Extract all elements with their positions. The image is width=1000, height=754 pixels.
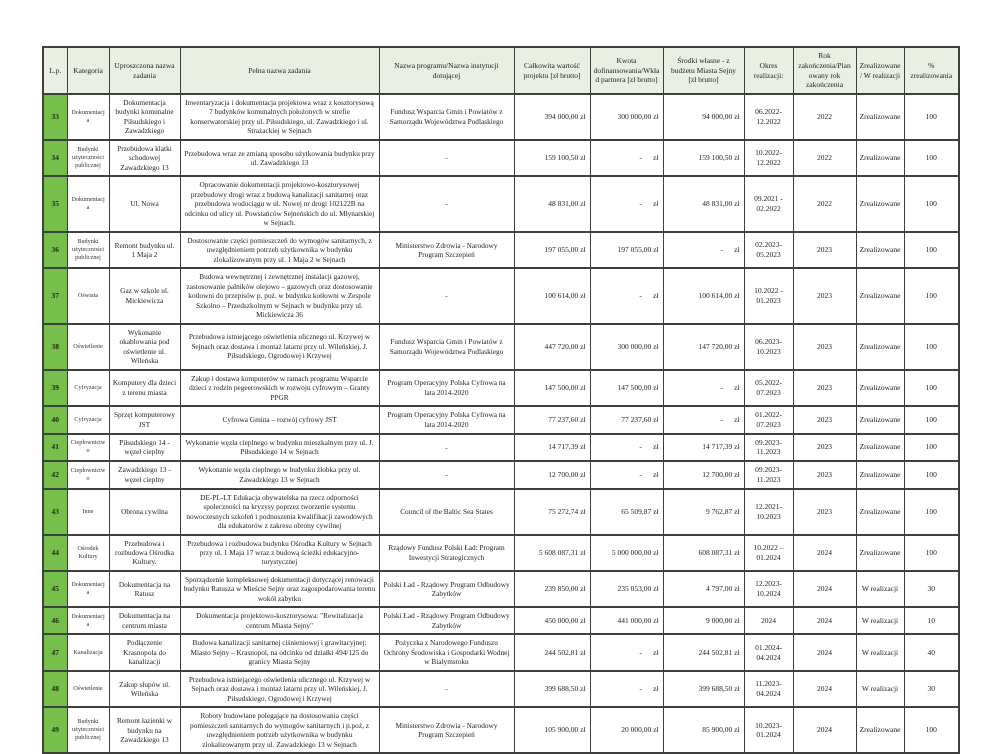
- short-name-cell: Remont łazienki w budynku na Zawadzkiego 13: [109, 707, 180, 753]
- short-name-cell: Przebudowa klatki schodowej Zawadzkiego 13: [109, 140, 180, 176]
- short-name-cell: Sprzęt komputerowy JST: [109, 406, 180, 434]
- percent-cell: 100: [904, 707, 959, 753]
- category-cell: Cyfryzacja: [67, 406, 109, 434]
- full-name-cell: Wykonanie węzła cieplnego w budynku mieszkalnym przy ul. J. Piłsudskiego 14 w Sejnach: [180, 434, 379, 462]
- row-number-cell: 45: [43, 571, 67, 607]
- program-cell: Rządowy Fundusz Polski Ład: Program Inwestycji Strategicznych: [379, 535, 514, 571]
- table-row: [43, 535, 959, 571]
- status-cell: Zrealizowane: [856, 176, 904, 231]
- row-number-cell: 44: [43, 535, 67, 571]
- status-cell: W realizacji: [856, 634, 904, 670]
- short-name-cell: Piłsudskiego 14 - węzeł cieplny: [109, 434, 180, 462]
- total-value-cell: 394 000,00 zł: [514, 94, 590, 140]
- funding-cell: 300 000,00 zł: [590, 94, 663, 140]
- funding-cell: - zł: [590, 461, 663, 489]
- table-row: [43, 634, 959, 670]
- table-body: [43, 94, 959, 753]
- status-cell: Zrealizowane: [856, 434, 904, 462]
- category-cell: Dokumentacja: [67, 607, 109, 634]
- end-year-cell: 2023: [793, 406, 856, 434]
- funding-cell: 147 500,00 zł: [590, 370, 663, 406]
- total-value-cell: 159 100,50 zł: [514, 140, 590, 176]
- funding-cell: 441 000,00 zł: [590, 607, 663, 634]
- funding-cell: - zł: [590, 140, 663, 176]
- funding-cell: - zł: [590, 176, 663, 231]
- row-number-cell: 38: [43, 324, 67, 370]
- row-number-cell: 47: [43, 634, 67, 670]
- short-name-cell: Dokumentacja na centrum miasta: [109, 607, 180, 634]
- total-value-cell: 197 055,00 zł: [514, 232, 590, 268]
- category-cell: Oświetlenie: [67, 671, 109, 707]
- own-funds-cell: 399 688,50 zł: [663, 671, 744, 707]
- short-name-cell: Wykonanie okablowania pod oświetlenie ul. Wileńska: [109, 324, 180, 370]
- column-header-program: Nazwa programu/Nazwa instytucji dotującej: [379, 47, 514, 94]
- end-year-cell: 2023: [793, 268, 856, 323]
- program-cell: Program Operacyjny Polska Cyfrowa na lata 2014-2020: [379, 406, 514, 434]
- column-header-category: Kategoria: [67, 47, 109, 94]
- row-number-cell: 33: [43, 94, 67, 140]
- table-row: [43, 140, 959, 176]
- total-value-cell: 14 717,39 zł: [514, 434, 590, 462]
- own-funds-cell: 85 900,00 zł: [663, 707, 744, 753]
- status-cell: W realizacji: [856, 571, 904, 607]
- end-year-cell: 2024: [793, 535, 856, 571]
- category-cell: Dokumentacja: [67, 176, 109, 231]
- table-row: [43, 232, 959, 268]
- period-cell: 10.2023-01.2024: [744, 707, 793, 753]
- period-cell: 01.2024-04.2024: [744, 634, 793, 670]
- end-year-cell: 2024: [793, 607, 856, 634]
- short-name-cell: Ul. Nowa: [109, 176, 180, 231]
- funding-cell: 20 000,00 zł: [590, 707, 663, 753]
- projects-table: [42, 46, 960, 754]
- percent-cell: 100: [904, 232, 959, 268]
- full-name-cell: Budowa kanalizacji sanitarnej ciśnieniowej i grawitacyjnej: Miasto Sejny – Krasnopol, na odcinku od działki 494/125 do granicy Miasta Sejny: [180, 634, 379, 670]
- percent-cell: 100: [904, 268, 959, 323]
- own-funds-cell: - zł: [663, 406, 744, 434]
- category-cell: Kanalizacja: [67, 634, 109, 670]
- funding-cell: 5 000 000,00 zł: [590, 535, 663, 571]
- funding-cell: 235 053,00 zł: [590, 571, 663, 607]
- period-cell: 11.2023-04.2024: [744, 671, 793, 707]
- category-cell: Dokumentacja: [67, 571, 109, 607]
- full-name-cell: Przebudowa i rozbudowa budynku Ośrodka Kultury w Sejnach przy ul. 1 Maja 17 wraz z budową ścieżki edukacyjno-turystycznej: [180, 535, 379, 571]
- total-value-cell: 75 272,74 zł: [514, 489, 590, 535]
- period-cell: 12.2021-10.2023: [744, 489, 793, 535]
- end-year-cell: 2022: [793, 94, 856, 140]
- percent-cell: 30: [904, 671, 959, 707]
- percent-cell: 100: [904, 434, 959, 462]
- program-cell: Polski Ład - Rządowy Program Odbudowy Zabytków: [379, 607, 514, 634]
- short-name-cell: Dokumentacja budynki komunalne Piłsudskiego i Zawadzkiego: [109, 94, 180, 140]
- status-cell: W realizacji: [856, 671, 904, 707]
- table-row: [43, 489, 959, 535]
- funding-cell: - zł: [590, 434, 663, 462]
- row-number-cell: 40: [43, 406, 67, 434]
- total-value-cell: 12 700,00 zł: [514, 461, 590, 489]
- total-value-cell: 447 720,00 zł: [514, 324, 590, 370]
- end-year-cell: 2023: [793, 434, 856, 462]
- full-name-cell: Dokumentacja projektowo-kosztorysowa: "Rewitalizacja centrum Miasta Sejny": [180, 607, 379, 634]
- row-number-cell: 37: [43, 268, 67, 323]
- category-cell: Budynki użyteczności publicznej: [67, 140, 109, 176]
- table-row: [43, 434, 959, 462]
- full-name-cell: DE-PL-LT Edukacja obywatelska na rzecz odporności społeczności na kryzysy poprzez tworzenie systemu nowoczesnych szkoleń i podnoszenia kwalifikacji zawodowych dla edukatorów z zakresu obrony cywilnej: [180, 489, 379, 535]
- column-header-period: Okres realizacji:: [744, 47, 793, 94]
- column-header-percent: % zrealizowania: [904, 47, 959, 94]
- column-header-own-funds: Środki własne - z budżetu Miasta Sejny [zł brutto]: [663, 47, 744, 94]
- total-value-cell: 399 688,50 zł: [514, 671, 590, 707]
- total-value-cell: 450 000,00 zł: [514, 607, 590, 634]
- full-name-cell: Przebudowa istniejącego oświetlenia ulicznego ul. Krzywej w Sejnach oraz dostawa i montaż latarni przy ul. Wileńskiej, J. Piłsudskiego, Ogrodowej i Krzywej: [180, 671, 379, 707]
- column-header-funding: Kwota dofinansowania/Wkład partnera [zł brutto]: [590, 47, 663, 94]
- funding-cell: - zł: [590, 268, 663, 323]
- short-name-cell: Gaz w szkole ul. Mickiewicza: [109, 268, 180, 323]
- end-year-cell: 2023: [793, 489, 856, 535]
- program-cell: Fundusz Wsparcia Gmin i Powiatów z Samorządu Województwa Podlaskiego: [379, 324, 514, 370]
- total-value-cell: 100 614,00 zł: [514, 268, 590, 323]
- column-header-short-name: Uproszczona nazwa zadania: [109, 47, 180, 94]
- table-row: [43, 571, 959, 607]
- category-cell: Inne: [67, 489, 109, 535]
- short-name-cell: Zakup słupów ul. Wileńska: [109, 671, 180, 707]
- full-name-cell: Zakup i dostawa komputerów w ramach programu Wsparcie dzieci z rodzin pegeerowskich w rozwoju cyfrowym – Granty PPGR: [180, 370, 379, 406]
- row-number-cell: 34: [43, 140, 67, 176]
- period-cell: 06.2023-10.2023: [744, 324, 793, 370]
- full-name-cell: Przebudowa istniejącego oświetlenia ulicznego ul. Krzywej w Sejnach oraz dostawa i montaż latarni przy ul. Wileńskiej, J. Piłsudskiego, Ogrodowej i Krzywej: [180, 324, 379, 370]
- end-year-cell: 2023: [793, 324, 856, 370]
- column-header-status: Zrealizowane/ W realizacji: [856, 47, 904, 94]
- short-name-cell: Komputery dla dzieci z terenu miasta: [109, 370, 180, 406]
- category-cell: Ciepłownictwo: [67, 461, 109, 489]
- status-cell: Zrealizowane: [856, 461, 904, 489]
- column-header-lp: L.p.: [43, 47, 67, 94]
- own-funds-cell: 244 502,81 zł: [663, 634, 744, 670]
- period-cell: 10.2022 – 01.2024: [744, 535, 793, 571]
- end-year-cell: 2023: [793, 232, 856, 268]
- end-year-cell: 2024: [793, 571, 856, 607]
- short-name-cell: Podłączenie Krasnopola do kanalizacji: [109, 634, 180, 670]
- column-header-full-name: Pełna nazwa zadania: [180, 47, 379, 94]
- total-value-cell: 5 608 087,31 zł: [514, 535, 590, 571]
- column-header-total-value: Całkowita wartość projektu [zł brutto]: [514, 47, 590, 94]
- category-cell: Ośrodek Kultury: [67, 535, 109, 571]
- percent-cell: 100: [904, 324, 959, 370]
- own-funds-cell: 147 720,00 zł: [663, 324, 744, 370]
- header-row: [43, 47, 959, 94]
- own-funds-cell: 94 000,00 zł: [663, 94, 744, 140]
- full-name-cell: Inwentaryzacja i dokumentacja projektowa wraz z kosztorysową 7 budynków komunalnych położonych w strefie konserwatorskiej przy ul. Piłsudskiego, ul. Zawadzkiego i ul. Strażackiej w Sejnach: [180, 94, 379, 140]
- row-number-cell: 36: [43, 232, 67, 268]
- category-cell: Budynki użyteczności publicznej: [67, 232, 109, 268]
- short-name-cell: Przebudowa i rozbudowa Ośrodka Kultury.: [109, 535, 180, 571]
- category-cell: Budynki użyteczności publicznej: [67, 707, 109, 753]
- category-cell: Ciepłownictwo: [67, 434, 109, 462]
- own-funds-cell: 159 100,50 zł: [663, 140, 744, 176]
- program-cell: Pożyczka z Narodowego Funduszu Ochrony Środowiska i Gospodarki Wodnej w Białymstoku: [379, 634, 514, 670]
- status-cell: W realizacji: [856, 607, 904, 634]
- percent-cell: 10: [904, 607, 959, 634]
- full-name-cell: Roboty budowlane polegające na dostosowania części pomieszczeń sanitarnych do wymogów sanitarnych i p.poż, z uwzględnieniem potrzeb użytkownika w budynku zlokalizowanym przy ul. Zawadzkiego 13 w Sejnach: [180, 707, 379, 753]
- own-funds-cell: 9 000,00 zł: [663, 607, 744, 634]
- short-name-cell: Remont budynku ul. 1 Maja 2: [109, 232, 180, 268]
- period-cell: 10.2022-12.2022: [744, 140, 793, 176]
- short-name-cell: Dokumentacja na Ratusz: [109, 571, 180, 607]
- end-year-cell: 2024: [793, 671, 856, 707]
- status-cell: Zrealizowane: [856, 94, 904, 140]
- total-value-cell: 48 831,00 zł: [514, 176, 590, 231]
- total-value-cell: 147 500,00 zł: [514, 370, 590, 406]
- period-cell: 05.2022-07.2023: [744, 370, 793, 406]
- table-row: [43, 370, 959, 406]
- category-cell: Cyfryzacja: [67, 370, 109, 406]
- status-cell: Zrealizowane: [856, 406, 904, 434]
- own-funds-cell: 48 831,00 zł: [663, 176, 744, 231]
- program-cell: Ministerstwo Zdrowia - Narodowy Program Szczepień: [379, 707, 514, 753]
- row-number-cell: 42: [43, 461, 67, 489]
- percent-cell: 100: [904, 176, 959, 231]
- status-cell: Zrealizowane: [856, 707, 904, 753]
- row-number-cell: 39: [43, 370, 67, 406]
- full-name-cell: Wykonanie węzła cieplnego w budynku żłobka przy ul. Zawadzkiego 13 w Sejnach: [180, 461, 379, 489]
- period-cell: 10.2022 - 01.2023: [744, 268, 793, 323]
- percent-cell: 100: [904, 461, 959, 489]
- total-value-cell: 244 502,81 zł: [514, 634, 590, 670]
- period-cell: 09.2023-11.2023: [744, 461, 793, 489]
- end-year-cell: 2024: [793, 634, 856, 670]
- end-year-cell: 2024: [793, 707, 856, 753]
- full-name-cell: Opracowanie dokumentacji projektowo-kosztorysowej przebudowy drogi wraz z budową kanalizacji sanitarnej oraz przebudowa wodociągu w ul. Nowej nr drogi 102122B na odcinku od ulicy ul. Powstańców Sejneńskich do ul. Młynarskiej w Sejnach.: [180, 176, 379, 231]
- status-cell: Zrealizowane: [856, 324, 904, 370]
- funding-cell: 77 237,60 zł: [590, 406, 663, 434]
- period-cell: 06.2022-12.2022: [744, 94, 793, 140]
- program-cell: -: [379, 140, 514, 176]
- program-cell: -: [379, 671, 514, 707]
- end-year-cell: 2022: [793, 140, 856, 176]
- short-name-cell: Obrona cywilna: [109, 489, 180, 535]
- table-row: [43, 268, 959, 323]
- row-number-cell: 49: [43, 707, 67, 753]
- funding-cell: 197 055,00 zł: [590, 232, 663, 268]
- table-row: [43, 94, 959, 140]
- category-cell: Oświetlenie: [67, 324, 109, 370]
- table-row: [43, 176, 959, 231]
- period-cell: 02.2023-05.2023: [744, 232, 793, 268]
- status-cell: Zrealizowane: [856, 140, 904, 176]
- table-row: [43, 707, 959, 753]
- own-funds-cell: 9 762,87 zł: [663, 489, 744, 535]
- funding-cell: 300 000,00 zł: [590, 324, 663, 370]
- program-cell: -: [379, 461, 514, 489]
- table-row: [43, 607, 959, 634]
- full-name-cell: Cyfrowa Gmina – rozwój cyfrowy JST: [180, 406, 379, 434]
- period-cell: 12.2023-10.2024: [744, 571, 793, 607]
- own-funds-cell: 608 087,31 zł: [663, 535, 744, 571]
- status-cell: Zrealizowane: [856, 232, 904, 268]
- percent-cell: 100: [904, 140, 959, 176]
- full-name-cell: Sporządzenie kompleksowej dokumentacji dotyczącej renowacji budynku Ratusza w Mieście Sejny oraz zagospodarowania terenu wokół zabytku: [180, 571, 379, 607]
- table-row: [43, 671, 959, 707]
- program-cell: -: [379, 434, 514, 462]
- row-number-cell: 46: [43, 607, 67, 634]
- own-funds-cell: 4 797,00 zł: [663, 571, 744, 607]
- funding-cell: - zł: [590, 634, 663, 670]
- total-value-cell: 77 237,60 zł: [514, 406, 590, 434]
- program-cell: Council of the Baltic Sea States: [379, 489, 514, 535]
- period-cell: 2024: [744, 607, 793, 634]
- total-value-cell: 105 900,00 zł: [514, 707, 590, 753]
- own-funds-cell: 12 700,00 zł: [663, 461, 744, 489]
- program-cell: Polski Ład - Rządowy Program Odbudowy Zabytków: [379, 571, 514, 607]
- own-funds-cell: 14 717,39 zł: [663, 434, 744, 462]
- percent-cell: 30: [904, 571, 959, 607]
- period-cell: 09.2023-11.2023: [744, 434, 793, 462]
- own-funds-cell: - zł: [663, 232, 744, 268]
- period-cell: 09.2021 - 02.2022: [744, 176, 793, 231]
- end-year-cell: 2022: [793, 176, 856, 231]
- row-number-cell: 43: [43, 489, 67, 535]
- percent-cell: 40: [904, 634, 959, 670]
- full-name-cell: Dostosowanie części pomieszczeń do wymogów sanitarnych, z uwzględnieniem potrzeb użytkownika w budynku zlokalizowanym przy ul. 1 Maja 2 w Sejnach: [180, 232, 379, 268]
- own-funds-cell: 100 614,00 zł: [663, 268, 744, 323]
- row-number-cell: 41: [43, 434, 67, 462]
- row-number-cell: 35: [43, 176, 67, 231]
- status-cell: Zrealizowane: [856, 370, 904, 406]
- program-cell: -: [379, 268, 514, 323]
- table-row: [43, 406, 959, 434]
- funding-cell: 65 509,87 zł: [590, 489, 663, 535]
- full-name-cell: Budowa wewnętrznej i zewnętrznej instalacji gazowej, zastosowanie palników olejowo – gazowych oraz dostosowanie kotłowni do przepisów p. poż. w budynku kotłowni w Zespole Szkolno – Przedszkolnym w Sejnach w budynku przy ul. Mickiewicza 36: [180, 268, 379, 323]
- table-row: [43, 461, 959, 489]
- status-cell: Zrealizowane: [856, 489, 904, 535]
- period-cell: 01.2022-07.2023: [744, 406, 793, 434]
- percent-cell: 100: [904, 535, 959, 571]
- total-value-cell: 239 850,00 zł: [514, 571, 590, 607]
- category-cell: Oświata: [67, 268, 109, 323]
- category-cell: Dokumentacja: [67, 94, 109, 140]
- table-header: [43, 47, 959, 94]
- program-cell: Fundusz Wsparcia Gmin i Powiatów z Samorządu Województwa Podlaskiego: [379, 94, 514, 140]
- short-name-cell: Zawadzkiego 13 - węzeł cieplny: [109, 461, 180, 489]
- status-cell: Zrealizowane: [856, 268, 904, 323]
- full-name-cell: Przebudowa wraz ze zmianą sposobu użytkowania budynku przy ul. Zawadzkiego 13: [180, 140, 379, 176]
- percent-cell: 100: [904, 370, 959, 406]
- column-header-end-year: Rok zakończenia/Planowany rok zakończenia: [793, 47, 856, 94]
- own-funds-cell: - zł: [663, 370, 744, 406]
- table-row: [43, 324, 959, 370]
- row-number-cell: 48: [43, 671, 67, 707]
- program-cell: Program Operacyjny Polska Cyfrowa na lata 2014-2020: [379, 370, 514, 406]
- funding-cell: - zł: [590, 671, 663, 707]
- end-year-cell: 2023: [793, 370, 856, 406]
- percent-cell: 100: [904, 406, 959, 434]
- percent-cell: 100: [904, 94, 959, 140]
- status-cell: Zrealizowane: [856, 535, 904, 571]
- percent-cell: 100: [904, 489, 959, 535]
- end-year-cell: 2023: [793, 461, 856, 489]
- program-cell: Ministerstwo Zdrowia - Narodowy Program Szczepień: [379, 232, 514, 268]
- program-cell: -: [379, 176, 514, 231]
